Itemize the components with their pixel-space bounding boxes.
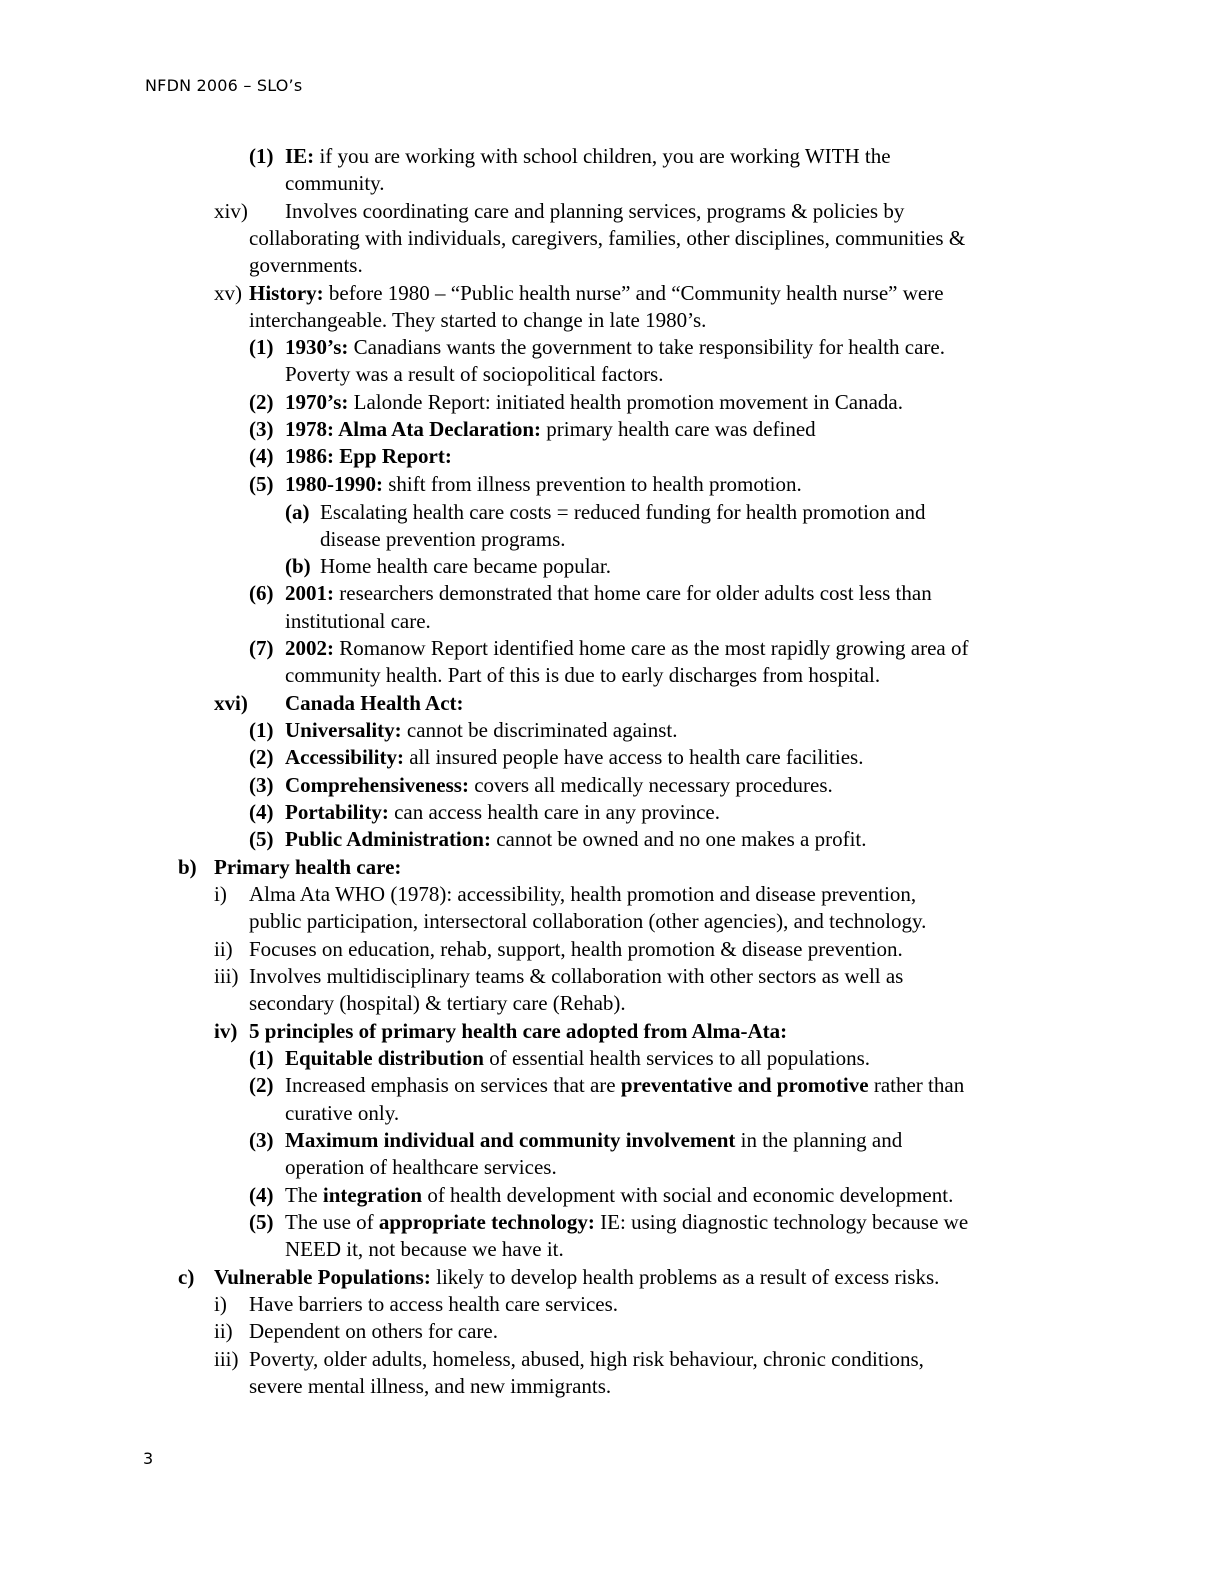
document-line [0, 1154, 1224, 1181]
text-run: cannot be owned and no one makes a profit. [490, 827, 867, 851]
list-marker: iii) [214, 1347, 239, 1371]
list-marker: (5) [249, 827, 274, 851]
line-text [249, 280, 944, 307]
bold-text: 1980-1990: [285, 472, 383, 496]
text-run: Increased emphasis on services that are [285, 1073, 621, 1097]
document-line [0, 389, 1224, 416]
document-line [0, 1318, 1224, 1345]
list-marker: (a) [285, 500, 310, 524]
list-marker: (3) [249, 417, 274, 441]
document-line [0, 662, 1224, 689]
document-line [0, 1346, 1224, 1373]
text-run: Canadians wants the government to take responsibility for health care. [348, 335, 945, 359]
line-text [285, 443, 452, 470]
document-line [0, 635, 1224, 662]
document-line [0, 744, 1224, 771]
text-run: The use of [285, 1210, 379, 1234]
document-line [0, 526, 1224, 553]
list-marker: xiv) [214, 199, 248, 223]
line-text [249, 908, 926, 935]
bold-text: 2001: [285, 581, 334, 605]
bold-text: IE: [285, 144, 315, 168]
text-run: Have barriers to access health care services. [249, 1292, 619, 1316]
line-text [320, 553, 611, 580]
page-header: NFDN 2006 – SLO’s [145, 76, 303, 95]
bold-text: Primary health care: [214, 855, 402, 879]
line-text [285, 143, 891, 170]
list-marker: i) [214, 882, 227, 906]
document-line [0, 936, 1224, 963]
text-run: NEED it, not because we have it. [285, 1237, 564, 1261]
text-run: of essential health services to all populations. [483, 1046, 871, 1070]
line-text [285, 635, 968, 662]
document-line [0, 252, 1224, 279]
list-marker: (b) [285, 554, 311, 578]
line-text [285, 334, 945, 361]
line-text [249, 881, 916, 908]
line-text [285, 1182, 953, 1209]
document-line [0, 1209, 1224, 1236]
line-text [285, 717, 678, 744]
text-run: likely to develop health problems as a result of excess risks. [430, 1265, 940, 1289]
text-run: Involves coordinating care and planning services, programs & policies by [285, 199, 905, 223]
bold-text: 1978: Alma Ata Declaration: [285, 417, 542, 441]
text-run: institutional care. [285, 609, 431, 633]
list-marker: (2) [249, 390, 274, 414]
line-text [285, 799, 720, 826]
line-text [285, 772, 833, 799]
document-line [0, 1045, 1224, 1072]
line-text [285, 471, 802, 498]
document-line [0, 881, 1224, 908]
document-line [0, 1018, 1224, 1045]
line-text [285, 389, 903, 416]
text-run: in the planning and [735, 1128, 903, 1152]
line-text [249, 990, 626, 1017]
text-run: Focuses on education, rehab, support, health promotion & disease prevention. [249, 937, 903, 961]
document-line [0, 553, 1224, 580]
text-run: rather than [868, 1073, 965, 1097]
line-text [285, 744, 863, 771]
document-line [0, 799, 1224, 826]
document-line [0, 198, 1224, 225]
line-text [285, 1045, 870, 1072]
text-run: if you are working with school children, you are working WITH the [314, 144, 891, 168]
list-marker: xvi) [214, 691, 248, 715]
line-text [285, 416, 816, 443]
bold-text: 1986: Epp Report: [285, 444, 452, 468]
document-line [0, 772, 1224, 799]
bold-text: Portability: [285, 800, 389, 824]
list-marker: ii) [214, 937, 233, 961]
bold-text: Canada Health Act: [285, 691, 464, 715]
bold-text: Accessibility: [285, 745, 404, 769]
document-line [0, 717, 1224, 744]
list-marker: c) [178, 1265, 195, 1289]
bold-text: Universality: [285, 718, 402, 742]
document-line [0, 580, 1224, 607]
bold-text: 2002: [285, 636, 334, 660]
bold-text: 5 principles of primary health care adopted from Alma-Ata: [249, 1019, 788, 1043]
list-marker: (1) [249, 1046, 274, 1070]
line-text [249, 1318, 498, 1345]
list-marker: (1) [249, 335, 274, 359]
document-line [0, 280, 1224, 307]
text-run: cannot be discriminated against. [401, 718, 678, 742]
line-text [285, 1236, 564, 1263]
page-number: 3 [143, 1449, 154, 1468]
line-text [285, 1154, 557, 1181]
text-run: operation of healthcare services. [285, 1155, 557, 1179]
line-text [249, 252, 363, 279]
document-line [0, 307, 1224, 334]
document-line [0, 225, 1224, 252]
line-text [249, 1373, 611, 1400]
text-run: public participation, intersectoral collaboration (other agencies), and technology. [249, 909, 927, 933]
text-run: governments. [249, 253, 363, 277]
document-line [0, 443, 1224, 470]
list-marker: (7) [249, 636, 274, 660]
document-line [0, 1182, 1224, 1209]
document-line [0, 1127, 1224, 1154]
text-run: community health. Part of this is due to early discharges from hospital. [285, 663, 881, 687]
line-text [285, 662, 880, 689]
document-line [0, 1236, 1224, 1263]
bold-text: appropriate technology: [378, 1210, 595, 1234]
line-text [285, 198, 904, 225]
text-run: Alma Ata WHO (1978): accessibility, health promotion and disease prevention, [249, 882, 917, 906]
text-run: of health development with social and economic development. [422, 1183, 954, 1207]
text-run: interchangeable. They started to change in late 1980’s. [249, 308, 707, 332]
list-marker: i) [214, 1292, 227, 1316]
text-run: secondary (hospital) & tertiary care (Rehab). [249, 991, 626, 1015]
document-line [0, 1100, 1224, 1127]
line-text [285, 580, 932, 607]
line-text [214, 1264, 939, 1291]
list-marker: (6) [249, 581, 274, 605]
bold-text: Vulnerable Populations: [214, 1265, 431, 1289]
text-run: disease prevention programs. [320, 527, 566, 551]
line-text [249, 1291, 618, 1318]
document-line [0, 608, 1224, 635]
line-text [285, 1072, 964, 1099]
list-marker: (4) [249, 1183, 274, 1207]
text-run: The [285, 1183, 323, 1207]
document-line [0, 963, 1224, 990]
line-text [214, 854, 401, 881]
text-run: IE: using diagnostic technology because we [594, 1210, 969, 1234]
document-line [0, 826, 1224, 853]
document-line [0, 1072, 1224, 1099]
line-text [249, 963, 903, 990]
line-text [249, 225, 965, 252]
list-marker: (4) [249, 800, 274, 824]
list-marker: (3) [249, 773, 274, 797]
text-run: can access health care in any province. [388, 800, 720, 824]
line-text [249, 1018, 787, 1045]
document-line [0, 143, 1224, 170]
line-text [285, 1127, 902, 1154]
bold-text: History: [249, 281, 324, 305]
line-text [320, 499, 925, 526]
bold-text: preventative and promotive [620, 1073, 869, 1097]
list-marker: xv) [214, 281, 242, 305]
list-marker: iv) [214, 1019, 238, 1043]
text-run: Involves multidisciplinary teams & collaboration with other sectors as well as [249, 964, 904, 988]
document-line [0, 854, 1224, 881]
line-text [285, 170, 385, 197]
document-line [0, 1373, 1224, 1400]
text-run: Romanow Report identified home care as the most rapidly growing area of [334, 636, 969, 660]
document-line [0, 499, 1224, 526]
document-line [0, 334, 1224, 361]
document-line [0, 471, 1224, 498]
list-marker: (2) [249, 1073, 274, 1097]
bold-text: 1970’s: [285, 390, 349, 414]
document-line [0, 170, 1224, 197]
bold-text: Equitable distribution [285, 1046, 484, 1070]
text-run: before 1980 – “Public health nurse” and “Community health nurse” were [323, 281, 944, 305]
text-run: severe mental illness, and new immigrants. [249, 1374, 612, 1398]
document-line [0, 690, 1224, 717]
line-text [285, 826, 867, 853]
list-marker: (3) [249, 1128, 274, 1152]
list-marker: (5) [249, 1210, 274, 1234]
bold-text: 1930’s: [285, 335, 349, 359]
list-marker: b) [178, 855, 197, 879]
document-line [0, 990, 1224, 1017]
text-run: collaborating with individuals, caregivers, families, other disciplines, communities & [249, 226, 966, 250]
text-run: covers all medically necessary procedures. [468, 773, 833, 797]
text-run: primary health care was defined [541, 417, 816, 441]
text-run: all insured people have access to health care facilities. [403, 745, 864, 769]
document-line [0, 361, 1224, 388]
text-run: shift from illness prevention to health promotion. [383, 472, 802, 496]
list-marker: (5) [249, 472, 274, 496]
bold-text: integration [322, 1183, 423, 1207]
document-line [0, 416, 1224, 443]
line-text [285, 361, 663, 388]
line-text [249, 307, 706, 334]
document-line [0, 1291, 1224, 1318]
text-run: Poverty, older adults, homeless, abused, high risk behaviour, chronic conditions, [249, 1347, 924, 1371]
text-run: Poverty was a result of sociopolitical factors. [285, 362, 664, 386]
line-text [285, 690, 464, 717]
document-line [0, 908, 1224, 935]
text-run: Dependent on others for care. [249, 1319, 498, 1343]
bold-text: Maximum individual and community involvement [285, 1128, 736, 1152]
text-run: Escalating health care costs = reduced funding for health promotion and [320, 500, 926, 524]
line-text [285, 608, 431, 635]
line-text [249, 1346, 924, 1373]
list-marker: iii) [214, 964, 239, 988]
text-run: Lalonde Report: initiated health promotion movement in Canada. [348, 390, 904, 414]
line-text [285, 1209, 968, 1236]
document-line [0, 1264, 1224, 1291]
list-marker: (1) [249, 144, 274, 168]
text-run: Home health care became popular. [320, 554, 611, 578]
bold-text: Public Administration: [285, 827, 491, 851]
text-run: community. [285, 171, 385, 195]
text-run: researchers demonstrated that home care for older adults cost less than [334, 581, 932, 605]
line-text [285, 1100, 399, 1127]
list-marker: ii) [214, 1319, 233, 1343]
line-text [249, 936, 903, 963]
text-run: curative only. [285, 1101, 400, 1125]
bold-text: Comprehensiveness: [285, 773, 469, 797]
list-marker: (2) [249, 745, 274, 769]
list-marker: (1) [249, 718, 274, 742]
list-marker: (4) [249, 444, 274, 468]
line-text [320, 526, 566, 553]
